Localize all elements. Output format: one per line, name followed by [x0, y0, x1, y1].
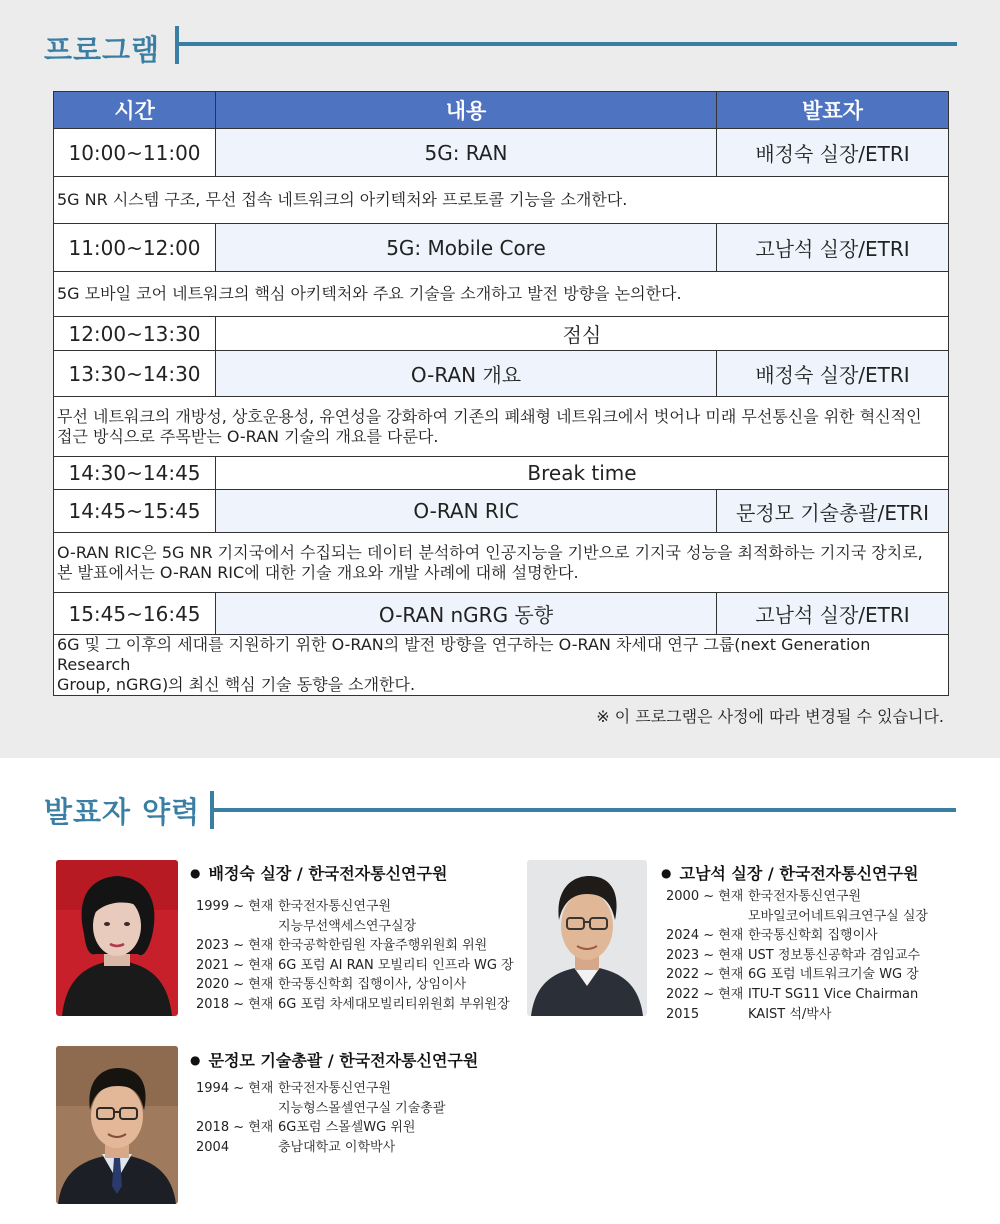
career-item: [666, 887, 928, 907]
career-item: [196, 1079, 445, 1099]
career-period: [196, 1099, 278, 1119]
career-desc: 6G 포럼 네트워크기술 WG 장: [748, 967, 919, 983]
program-title: 프로그램: [44, 33, 161, 67]
session-time: 13:30~14:30: [54, 351, 216, 397]
session-desc-line: Group, nGRG)의 최신 핵심 기술 동향을 소개한다.: [57, 675, 416, 694]
career-period: 2023 ~ 현재: [196, 938, 274, 954]
career-period: 2018 ~ 현재: [196, 996, 274, 1012]
career-period: 2021 ~ 현재: [196, 957, 274, 973]
table-header-row: [54, 92, 949, 129]
bio-title: 발표자 약력: [44, 795, 201, 829]
speaker-name: [661, 861, 918, 884]
session-time: 15:45~16:45: [54, 593, 216, 635]
speaker-photo: [527, 860, 647, 1016]
speaker-portrait-man-suit: [56, 1046, 178, 1204]
session-desc: [54, 397, 949, 457]
session-speaker: 문정모 기술총괄/ETRI: [717, 490, 949, 533]
session-time: 12:00~13:30: [54, 317, 216, 351]
career-desc: KAIST 석/박사: [748, 1006, 832, 1022]
career-desc: 한국통신학회 집행이사, 상임이사: [278, 977, 467, 993]
career-desc: 지능형스몰셀연구실 기술총괄: [278, 1100, 446, 1116]
career-item: [666, 907, 928, 927]
title-divider-line: [175, 42, 957, 46]
session-time: 14:30~14:45: [54, 457, 216, 490]
career-desc: 6G 포럼 AI RAN 모빌리티 인프라 WG 장: [278, 957, 514, 973]
session-speaker: 고남석 실장/ETRI: [717, 224, 949, 272]
career-period: [666, 907, 748, 927]
speaker-portrait-woman: [56, 860, 178, 1016]
session-desc-row: [54, 533, 949, 593]
career-period: 2018 ~ 현재: [196, 1120, 274, 1136]
session-topic: O-RAN RIC: [216, 490, 717, 533]
session-row: [54, 593, 949, 635]
career-period: 2023 ~ 현재: [666, 947, 744, 963]
career-desc: ITU-T SG11 Vice Chairman: [748, 986, 919, 1002]
title-divider-line: [210, 808, 956, 812]
career-item: [666, 985, 928, 1005]
session-time: 10:00~11:00: [54, 129, 216, 177]
session-desc-line: 6G 및 그 이후의 세대를 지원하기 위한 O-RAN의 발전 방향을 연구하는 O-RAN 차세대 연구 그룹(next Generation Research: [57, 635, 871, 674]
career-period: 2000 ~ 현재: [666, 889, 744, 904]
header-topic: 내용: [216, 92, 717, 129]
career-item: [196, 1099, 445, 1119]
session-row: [54, 224, 949, 272]
session-row: [54, 457, 949, 490]
career-item: [196, 995, 514, 1015]
career-period: 2020 ~ 현재: [196, 977, 274, 993]
program-table: [53, 91, 949, 696]
session-desc-row: [54, 397, 949, 457]
career-desc: 한국전자통신연구원: [278, 1081, 392, 1096]
session-topic: O-RAN 개요: [216, 351, 717, 397]
career-item: [196, 1138, 445, 1158]
session-speaker: 배정숙 실장/ETRI: [717, 129, 949, 177]
career-item: [666, 965, 928, 985]
bullet-icon: ●: [661, 866, 672, 880]
career-period: [196, 917, 278, 937]
session-desc: [54, 635, 949, 696]
session-desc-line: 무선 네트워크의 개방성, 상호운용성, 유연성을 강화하여 기존의 폐쇄형 네트워크에서 벗어나 미래 무선통신을 위한 혁신적인: [57, 406, 922, 426]
career-desc: 한국통신학회 집행이사: [748, 928, 878, 944]
career-desc: 충남대학교 이학박사: [278, 1139, 396, 1155]
session-topic: O-RAN nGRG 동향: [216, 593, 717, 635]
session-desc-line: 5G NR 시스템 구조, 무선 접속 네트워크의 아키텍처와 프로토콜 기능을 소개한다.: [57, 190, 628, 209]
session-desc-row: [54, 635, 949, 696]
bullet-icon: ●: [190, 1053, 201, 1067]
career-period: 2022 ~ 현재: [666, 967, 744, 983]
session-desc-line: 5G 모바일 코어 네트워크의 핵심 아키텍처와 주요 기술을 소개하고 발전 방향을 논의한다.: [57, 284, 682, 303]
career-desc: 6G포럼 스몰셀WG 위원: [278, 1120, 416, 1136]
session-desc-line: O-RAN RIC은 5G NR 기지국에서 수집되는 데이터 분석하여 인공지능을 기반으로 기지국 성능을 최적화하는 기지국 장치로,: [57, 542, 923, 562]
session-desc-row: [54, 177, 949, 224]
career-desc: 모바일코어네트워크연구실 실장: [748, 908, 928, 924]
career-list: [196, 897, 514, 1015]
session-speaker: 고남석 실장/ETRI: [717, 593, 949, 635]
speaker-name: [190, 1048, 478, 1071]
session-topic: 점심: [216, 317, 949, 351]
career-item: [196, 917, 514, 937]
speaker-name-text: 배정숙 실장 / 한국전자통신연구원: [208, 864, 448, 883]
session-desc-line: 접근 방식으로 주목받는 O-RAN 기술의 개요를 다룬다.: [57, 426, 439, 446]
session-desc: [54, 177, 949, 224]
career-item: [196, 956, 514, 976]
career-item: [196, 897, 514, 917]
career-desc: UST 정보통신공학과 겸임교수: [748, 947, 921, 963]
session-time: 14:45~15:45: [54, 490, 216, 533]
session-speaker: 배정숙 실장/ETRI: [717, 351, 949, 397]
career-item: [666, 1005, 928, 1025]
speaker-portrait-man-glasses: [527, 860, 647, 1016]
session-desc: [54, 533, 949, 593]
speaker-photo: [56, 860, 178, 1016]
career-desc: 6G 포럼 차세대모빌리티위원회 부위원장: [278, 996, 510, 1012]
header-speaker: 발표자: [717, 92, 949, 129]
career-list: [196, 1079, 445, 1157]
bullet-icon: ●: [190, 866, 201, 880]
career-period: 1999 ~ 현재: [196, 899, 274, 914]
speaker-name: [190, 861, 447, 884]
header-time: 시간: [54, 92, 216, 129]
career-desc: 한국전자통신연구원: [748, 889, 862, 904]
career-period: 1994 ~ 현재: [196, 1081, 274, 1096]
session-row: [54, 129, 949, 177]
career-item: [666, 946, 928, 966]
career-period: 2015: [666, 1006, 700, 1022]
speaker-name-text: 문정모 기술총괄 / 한국전자통신연구원: [208, 1051, 479, 1070]
career-item: [196, 936, 514, 956]
career-period: 2022 ~ 현재: [666, 986, 744, 1002]
program-change-note: ※ 이 프로그램은 사정에 따라 변경될 수 있습니다.: [596, 707, 944, 726]
session-topic: Break time: [216, 457, 949, 490]
session-topic: 5G: Mobile Core: [216, 224, 717, 272]
session-time: 11:00~12:00: [54, 224, 216, 272]
career-list: [666, 887, 928, 1024]
session-topic: 5G: RAN: [216, 129, 717, 177]
speaker-photo: [56, 1046, 178, 1204]
session-desc-line: 본 발표에서는 O-RAN RIC에 대한 기술 개요와 개발 사례에 대해 설명한다.: [57, 562, 579, 582]
career-item: [196, 975, 514, 995]
career-item: [196, 1118, 445, 1138]
career-desc: 한국전자통신연구원: [278, 899, 392, 914]
session-row: [54, 490, 949, 533]
session-row: [54, 317, 949, 351]
speaker-name-text: 고남석 실장 / 한국전자통신연구원: [679, 864, 919, 883]
career-period: 2024 ~ 현재: [666, 928, 744, 944]
career-desc: 한국공학한림원 자율주행위원회 위원: [278, 938, 488, 954]
career-desc: 지능무선액세스연구실장: [278, 918, 417, 934]
session-desc-row: [54, 272, 949, 317]
session-desc: [54, 272, 949, 317]
career-item: [666, 926, 928, 946]
career-period: 2004: [196, 1139, 230, 1155]
session-row: [54, 351, 949, 397]
